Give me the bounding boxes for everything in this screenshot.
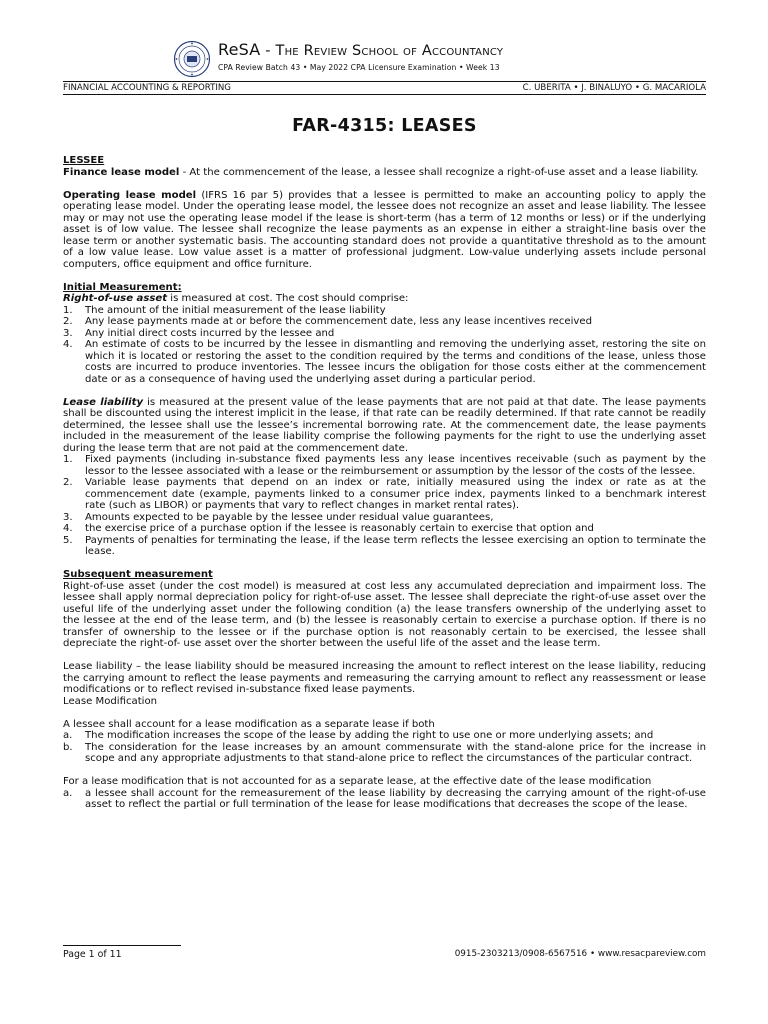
brand-subtitle: CPA Review Batch 43 • May 2022 CPA Licensure Examination • Week 13 <box>218 63 500 72</box>
page-title: FAR-4315: LEASES <box>292 116 477 136</box>
page-header <box>63 38 706 93</box>
lease-liability-label: Lease liability <box>63 396 144 408</box>
list-item: 4. the exercise price of a purchase option if the lessee is reasonably certain to exercise that option and <box>63 523 594 534</box>
lease-liability-paragraph: Lease liability is measured at the present value of the lease payments that are not paid at that date. The lease payments shall be discounted using the interest implicit in the lease, if that rate can be readily determined. If that rate cannot be readily determined, the lessee shall use the lessee’s incremental borrowing rate. At the commencement date, the lease payments included in the measurement of the lease liability comprise the following payments for the right to use the underlying asset during the lease term that are not paid at the commencement date. <box>63 396 706 454</box>
list-item: 4. An estimate of costs to be incurred by the lessee in dismantling and removing the underlying asset, restoring the site on which it is located or restoring the asset to the condition required by the terms and conditions of the lease, unless those costs are incurred to produce inventories. The lessee incurs the obligation for those costs either at the commencement date or as a consequence of having used the underlying asset during a particular period. <box>63 339 706 385</box>
page-number: Page 1 of 11 <box>63 949 122 960</box>
subject-name: FINANCIAL ACCOUNTING & REPORTING <box>63 83 231 93</box>
list-item: 5. Payments of penalties for terminating the lease, if the lease term reflects the lessee exercising an option to terminate the lease. <box>63 534 706 557</box>
list-item: 3. Any initial direct costs incurred by the lessee and <box>63 327 335 339</box>
subsequent-rou-paragraph: Right-of-use asset (under the cost model) is measured at cost less any accumulated depreciation and impairment loss. The lessee shall apply normal depreciation policy for right-of-use asset. The lessee shall depreciate the right-of-use asset over the useful life of the underlying asset under the following condition (a) the lease transfers ownership of the underlying asset to the lessee at the end of the lease term, and (b) the lessee is reasonably certain to exercise a purchase option. If there is no transfer of ownership to the lessee or if the purchase option is not reasonably certain to be exercised, the lessee shall depreciate the right-of- use asset over the shorter between the useful life of the asset and the lease term. <box>63 580 706 649</box>
page <box>63 38 706 810</box>
brand-title <box>218 40 503 59</box>
operating-lease-paragraph: Operating lease model (IFRS 16 par 5) provides that a lessee is permitted to make an accounting policy to apply the operating lease model. Under the operating lease model, the lessee does not recognize an asset and lease liability. The lessee may or may not use the operating lease model if the lease is short-term (has a term of 12 months or less) or if the underlying asset is of low value. The lessee shall recognize the lease payments as an expense in either a straight-line basis over the lease term or another systematic basis. The accounting standard does not provide a quantitative threshold as to the amount of a low value lease. Low value asset is a matter of professional judgment. Low-value underlying assets include personal computers, office equipment and office furniture. <box>63 189 706 270</box>
subject-bar <box>63 81 706 95</box>
brand-school: The Review School of Accountancy <box>275 43 504 59</box>
list-item: 3. Amounts expected to be payable by the lessee under residual value guarantees, <box>63 511 494 523</box>
brand-resa: ReSA <box>218 40 261 59</box>
non-separate-lease-list <box>63 788 706 811</box>
list-item: 1. Fixed payments (including in-substance fixed payments less any lease incentives receivable (such as payment by the lessor to the lessee associated with a lease or the reimbursement or assumption by the lessor of the costs of the lessee. <box>63 454 706 477</box>
finance-lease-paragraph: Finance lease model - At the commencement of the lease, a lessee shall recognize a right-of-use asset and a lease liability. <box>63 166 699 178</box>
list-item: 2. Variable lease payments that depend on an index or rate, initially measured using the index or rate as at the commencement date (example, payments linked to a consumer price index, payments linked to a benchmark interest rate (such as LIBOR) or payments that vary to reflect changes in market rental rates). <box>63 477 706 511</box>
list-item: 2. Any lease payments made at or before the commencement date, less any lease incentives received <box>63 316 592 327</box>
document-body <box>63 155 706 811</box>
list-item: a. a lessee shall account for the remeasurement of the lease liability by decreasing the carrying amount of the right-of-use asset to reflect the partial or full termination of the lease for lease modifications that decreases the scope of the lease. <box>63 787 706 810</box>
rou-asset-label: Right-of-use asset <box>63 293 168 304</box>
list-item: 1. The amount of the initial measurement of the lease liability <box>63 304 386 316</box>
initial-measurement-heading: Initial Measurement: <box>63 281 182 293</box>
lease-modification-heading: Lease Modification <box>63 695 158 707</box>
lessee-heading: LESSEE <box>63 155 105 166</box>
resa-logo-icon <box>173 40 211 78</box>
authors: C. UBERITA • J. BINALUYO • G. MACARIOLA <box>522 83 706 93</box>
finance-lease-label: Finance lease model <box>63 166 180 178</box>
separate-lease-list <box>63 730 706 765</box>
brand-dash: - <box>260 43 276 59</box>
rou-cost-list <box>63 305 706 386</box>
operating-lease-label: Operating lease model <box>63 189 197 201</box>
brand <box>218 40 503 72</box>
subsequent-measurement-heading: Subsequent measurement <box>63 569 213 580</box>
footer-divider <box>63 945 181 946</box>
rou-asset-intro: Right-of-use asset is measured at cost. The cost should comprise: <box>63 293 409 304</box>
footer-contact: 0915-2303213/0908-6567516 • www.resacpareview.com <box>454 949 706 959</box>
non-separate-lease-intro: For a lease modification that is not accounted for as a separate lease, at the effective date of the lease modification <box>63 776 652 787</box>
separate-lease-intro: A lessee shall account for a lease modification as a separate lease if both <box>63 718 435 730</box>
subsequent-ll-paragraph: Lease liability – the lease liability should be measured increasing the amount to reflect interest on the lease liability, reducing the carrying amount to reflect the lease payments and remeasuring the carrying amount to reflect any reassessment or lease modifications or to reflect revised in-substance fixed lease payments. <box>63 661 706 695</box>
list-item: b. The consideration for the lease increases by an amount commensurate with the stand-alone price for the increase in scope and any appropriate adjustments to that stand-alone price to reflect the circumstances of the particular contract. <box>63 741 706 764</box>
page-footer <box>63 945 706 963</box>
lease-payments-list <box>63 454 706 558</box>
list-item: a. The modification increases the scope of the lease by adding the right to use one or more underlying assets; and <box>63 730 654 741</box>
